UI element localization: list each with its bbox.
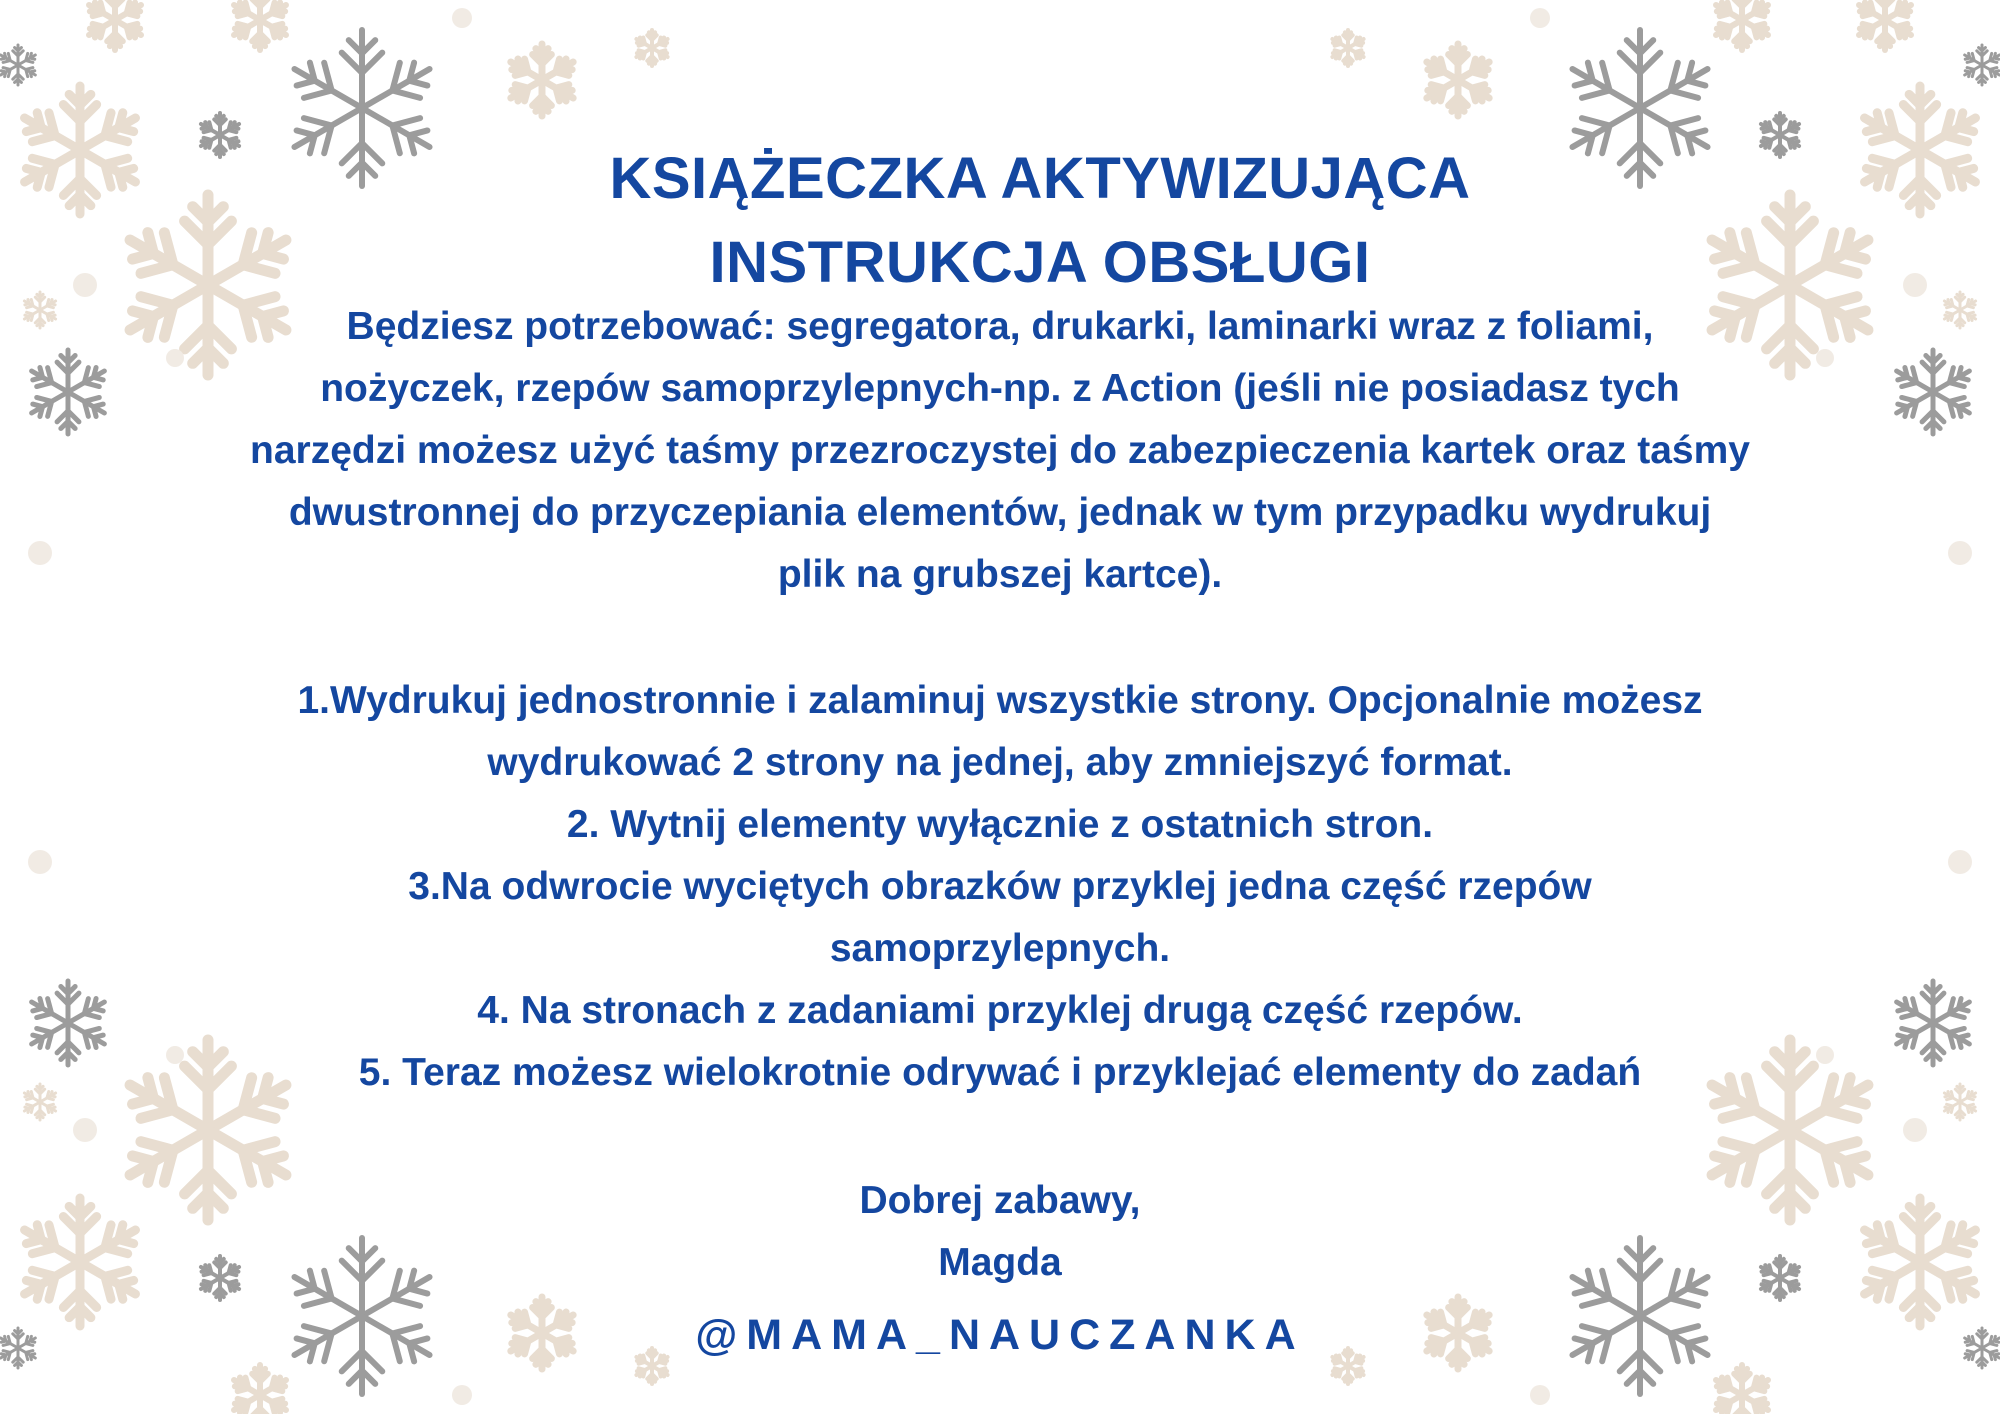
page-subtitle: INSTRUKCJA OBSŁUGI (709, 230, 1371, 295)
requirements-paragraph (70, 296, 1930, 606)
page-title: KSIĄŻECZKA AKTYWIZUJĄCA (609, 146, 1471, 211)
step-line: 1.Wydrukuj jednostronnie i zalaminuj wszystkie strony. Opcjonalnie możesz (297, 679, 1703, 722)
step-line: 3.Na odwrocie wyciętych obrazków przyklej jedna część rzepów (408, 865, 1592, 908)
requirements-line: narzędzi możesz użyć taśmy przezroczystej do zabezpieczenia kartek oraz taśmy (250, 429, 1750, 472)
step-line: wydrukować 2 strony na jednej, aby zmniejszyć format. (487, 741, 1513, 784)
signoff-name: Magda (938, 1241, 1062, 1284)
step-line: 5. Teraz możesz wielokrotnie odrywać i przyklejać elementy do zadań (358, 1051, 1642, 1094)
requirements-line: nożyczek, rzepów samoprzylepnych-np. z Action (jeśli nie posiadasz tych (320, 367, 1680, 410)
steps-list (70, 670, 1930, 1104)
signoff-greeting: Dobrej zabawy, (859, 1179, 1141, 1222)
requirements-line: plik na grubszej kartce). (777, 553, 1223, 596)
step-line: 4. Na stronach z zadaniami przyklej drugą część rzepów. (477, 989, 1523, 1032)
social-handle: @MAMA_NAUCZANKA (695, 1311, 1305, 1359)
requirements-line: Będziesz potrzebować: segregatora, drukarki, laminarki wraz z foliami, (346, 305, 1654, 348)
signoff (0, 1170, 2000, 1294)
step-line: samoprzylepnych. (829, 927, 1171, 970)
requirements-line: dwustronnej do przyczepiania elementów, jednak w tym przypadku wydrukuj (288, 491, 1712, 534)
step-line: 2. Wytnij elementy wyłącznie z ostatnich stron. (566, 803, 1434, 846)
